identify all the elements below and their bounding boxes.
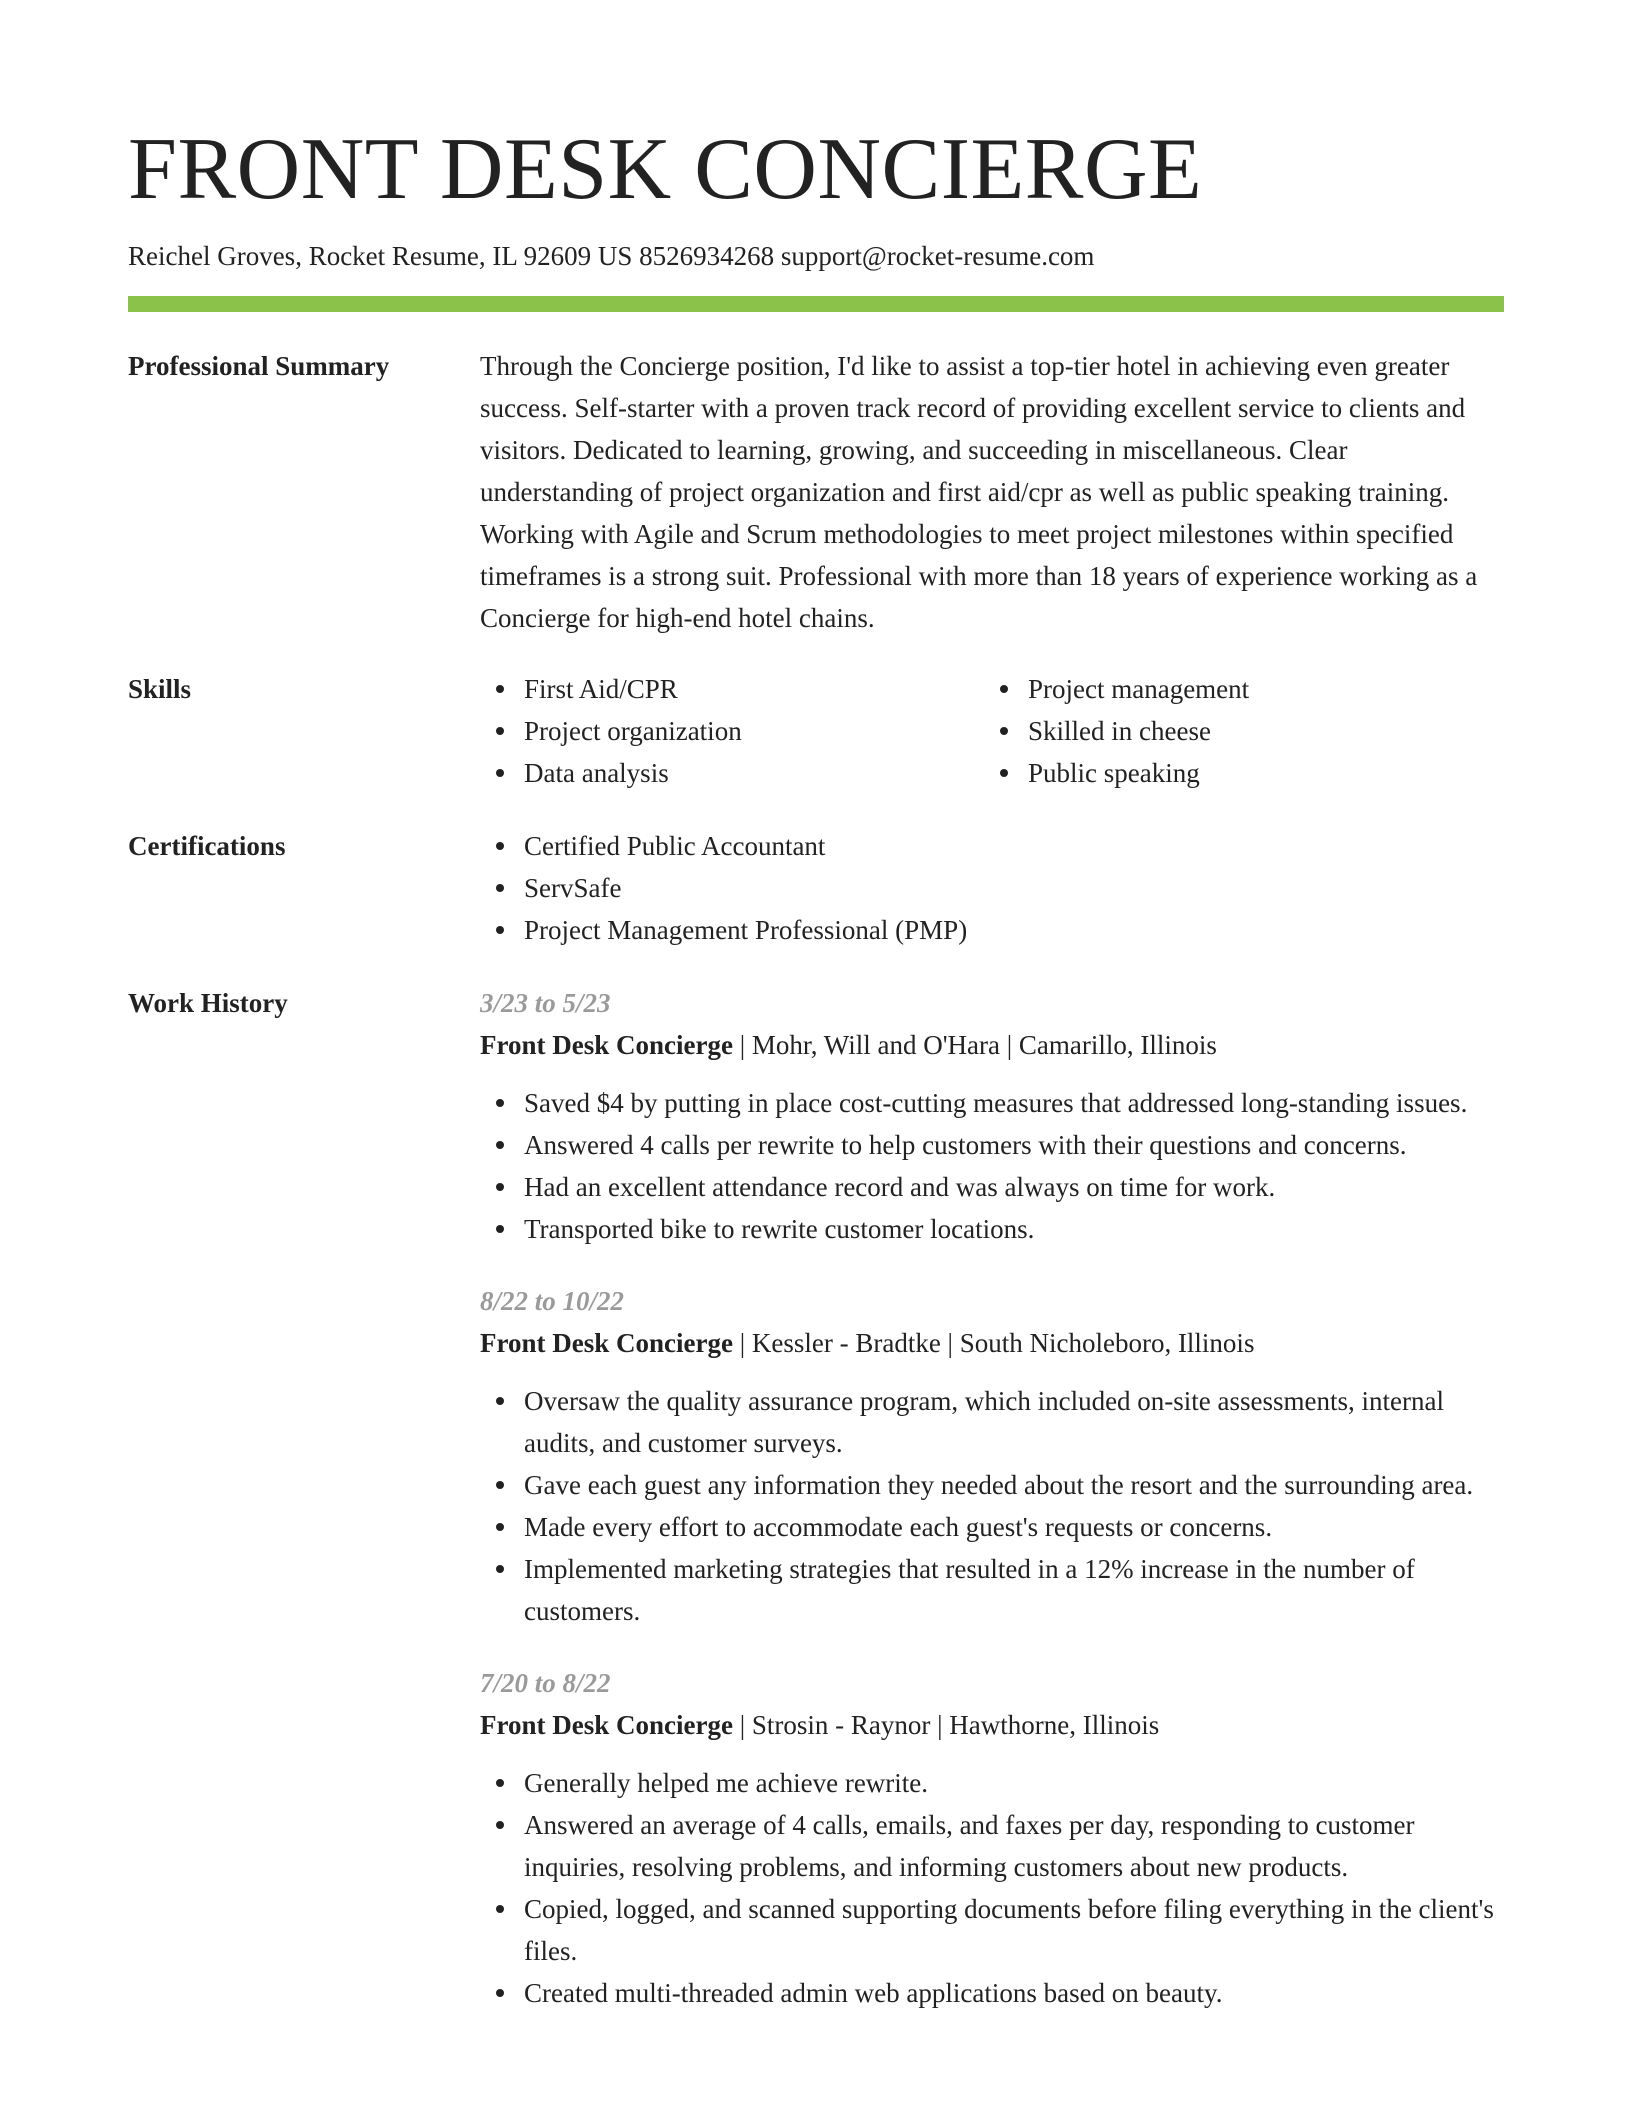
job-bullet: Answered an average of 4 calls, emails, and faxes per day, responding to customer inquiries, resolving problems, and informing customers about new products. [524,1804,1504,1888]
work-history-body [480,982,1504,2044]
job-entry [480,1280,1504,1632]
contact-line: Reichel Groves, Rocket Resume, IL 92609 US 8526934268 support@rocket-resume.com [128,241,1095,271]
job-bullet: Gave each guest any information they needed about the resort and the surrounding area. [524,1464,1504,1506]
job-bullet: Answered 4 calls per rewrite to help customers with their questions and concerns. [524,1124,1504,1166]
skills-list-right [984,668,1488,794]
skill-item: Public speaking [1028,752,1488,794]
job-title: Front Desk Concierge [480,1710,733,1740]
certifications-list [480,825,1504,951]
skill-item: Data analysis [524,752,984,794]
job-bullet: Transported bike to rewrite customer locations. [524,1208,1504,1250]
section-label-work-history: Work History [128,988,288,1018]
job-details: | Mohr, Will and O'Hara | Camarillo, Illinois [732,1030,1217,1060]
job-date: 7/20 to 8/22 [480,1668,611,1698]
job-bullet: Implemented marketing strategies that resulted in a 12% increase in the number of customers. [524,1548,1504,1632]
job-details: | Strosin - Raynor | Hawthorne, Illinois [732,1710,1160,1740]
job-bullet: Saved $4 by putting in place cost-cutting measures that addressed long-standing issues. [524,1082,1504,1124]
certification-item: ServSafe [524,867,1504,909]
certifications-body [480,825,1504,951]
section-label-summary: Professional Summary [128,351,390,381]
job-bullets [480,1082,1504,1250]
job-bullet: Had an excellent attendance record and was always on time for work. [524,1166,1504,1208]
job-bullet: Made every effort to accommodate each guest's requests or concerns. [524,1506,1504,1548]
resume-header [128,118,1504,312]
resume-title: FRONT DESK CONCIERGE [128,121,1203,218]
job-heading [480,1704,1504,1746]
job-title: Front Desk Concierge [480,1328,733,1358]
job-bullet: Copied, logged, and scanned supporting documents before filing everything in the client's files. [524,1888,1504,1972]
skills-body [480,668,1504,794]
job-entry [480,1662,1504,2014]
skill-item: Project organization [524,710,984,752]
certification-item: Project Management Professional (PMP) [524,909,1504,951]
skills-list-left [480,668,984,794]
job-bullets [480,1380,1504,1632]
skills-column-right [984,668,1488,794]
section-label-skills: Skills [128,674,192,704]
job-date: 8/22 to 10/22 [480,1286,625,1316]
job-bullet: Oversaw the quality assurance program, which included on-site assessments, internal audits, and customer surveys. [524,1380,1504,1464]
certification-item: Certified Public Accountant [524,825,1504,867]
job-bullets [480,1762,1504,2014]
job-details: | Kessler - Bradtke | South Nicholeboro, Illinois [732,1328,1255,1358]
accent-divider [128,296,1504,312]
skill-item: Skilled in cheese [1028,710,1488,752]
job-date: 3/23 to 5/23 [480,988,611,1018]
job-bullet: Created multi-threaded admin web applications based on beauty. [524,1972,1504,2014]
job-title: Front Desk Concierge [480,1030,733,1060]
skill-item: First Aid/CPR [524,668,984,710]
summary-body [480,345,1504,639]
section-label-certifications: Certifications [128,831,286,861]
summary-text: Through the Concierge position, I'd like to assist a top-tier hotel in achieving even greater success. Self-starter with a proven track record of providing excellent service to clients and visitors. Dedicated to learning, growing, and succeeding in miscellaneous. Clear understanding of project organization and first aid/cpr as well as public speaking training. Working with Agile and Scrum methodologies to meet project milestones within specified timeframes is a strong suit. Professional with more than 18 years of experience working as a Concierge for high-end hotel chains. [480,351,1478,633]
job-heading [480,1024,1504,1066]
skills-column-left [480,668,984,794]
job-heading [480,1322,1504,1364]
job-bullet: Generally helped me achieve rewrite. [524,1762,1504,1804]
skill-item: Project management [1028,668,1488,710]
job-entry [480,982,1504,1250]
